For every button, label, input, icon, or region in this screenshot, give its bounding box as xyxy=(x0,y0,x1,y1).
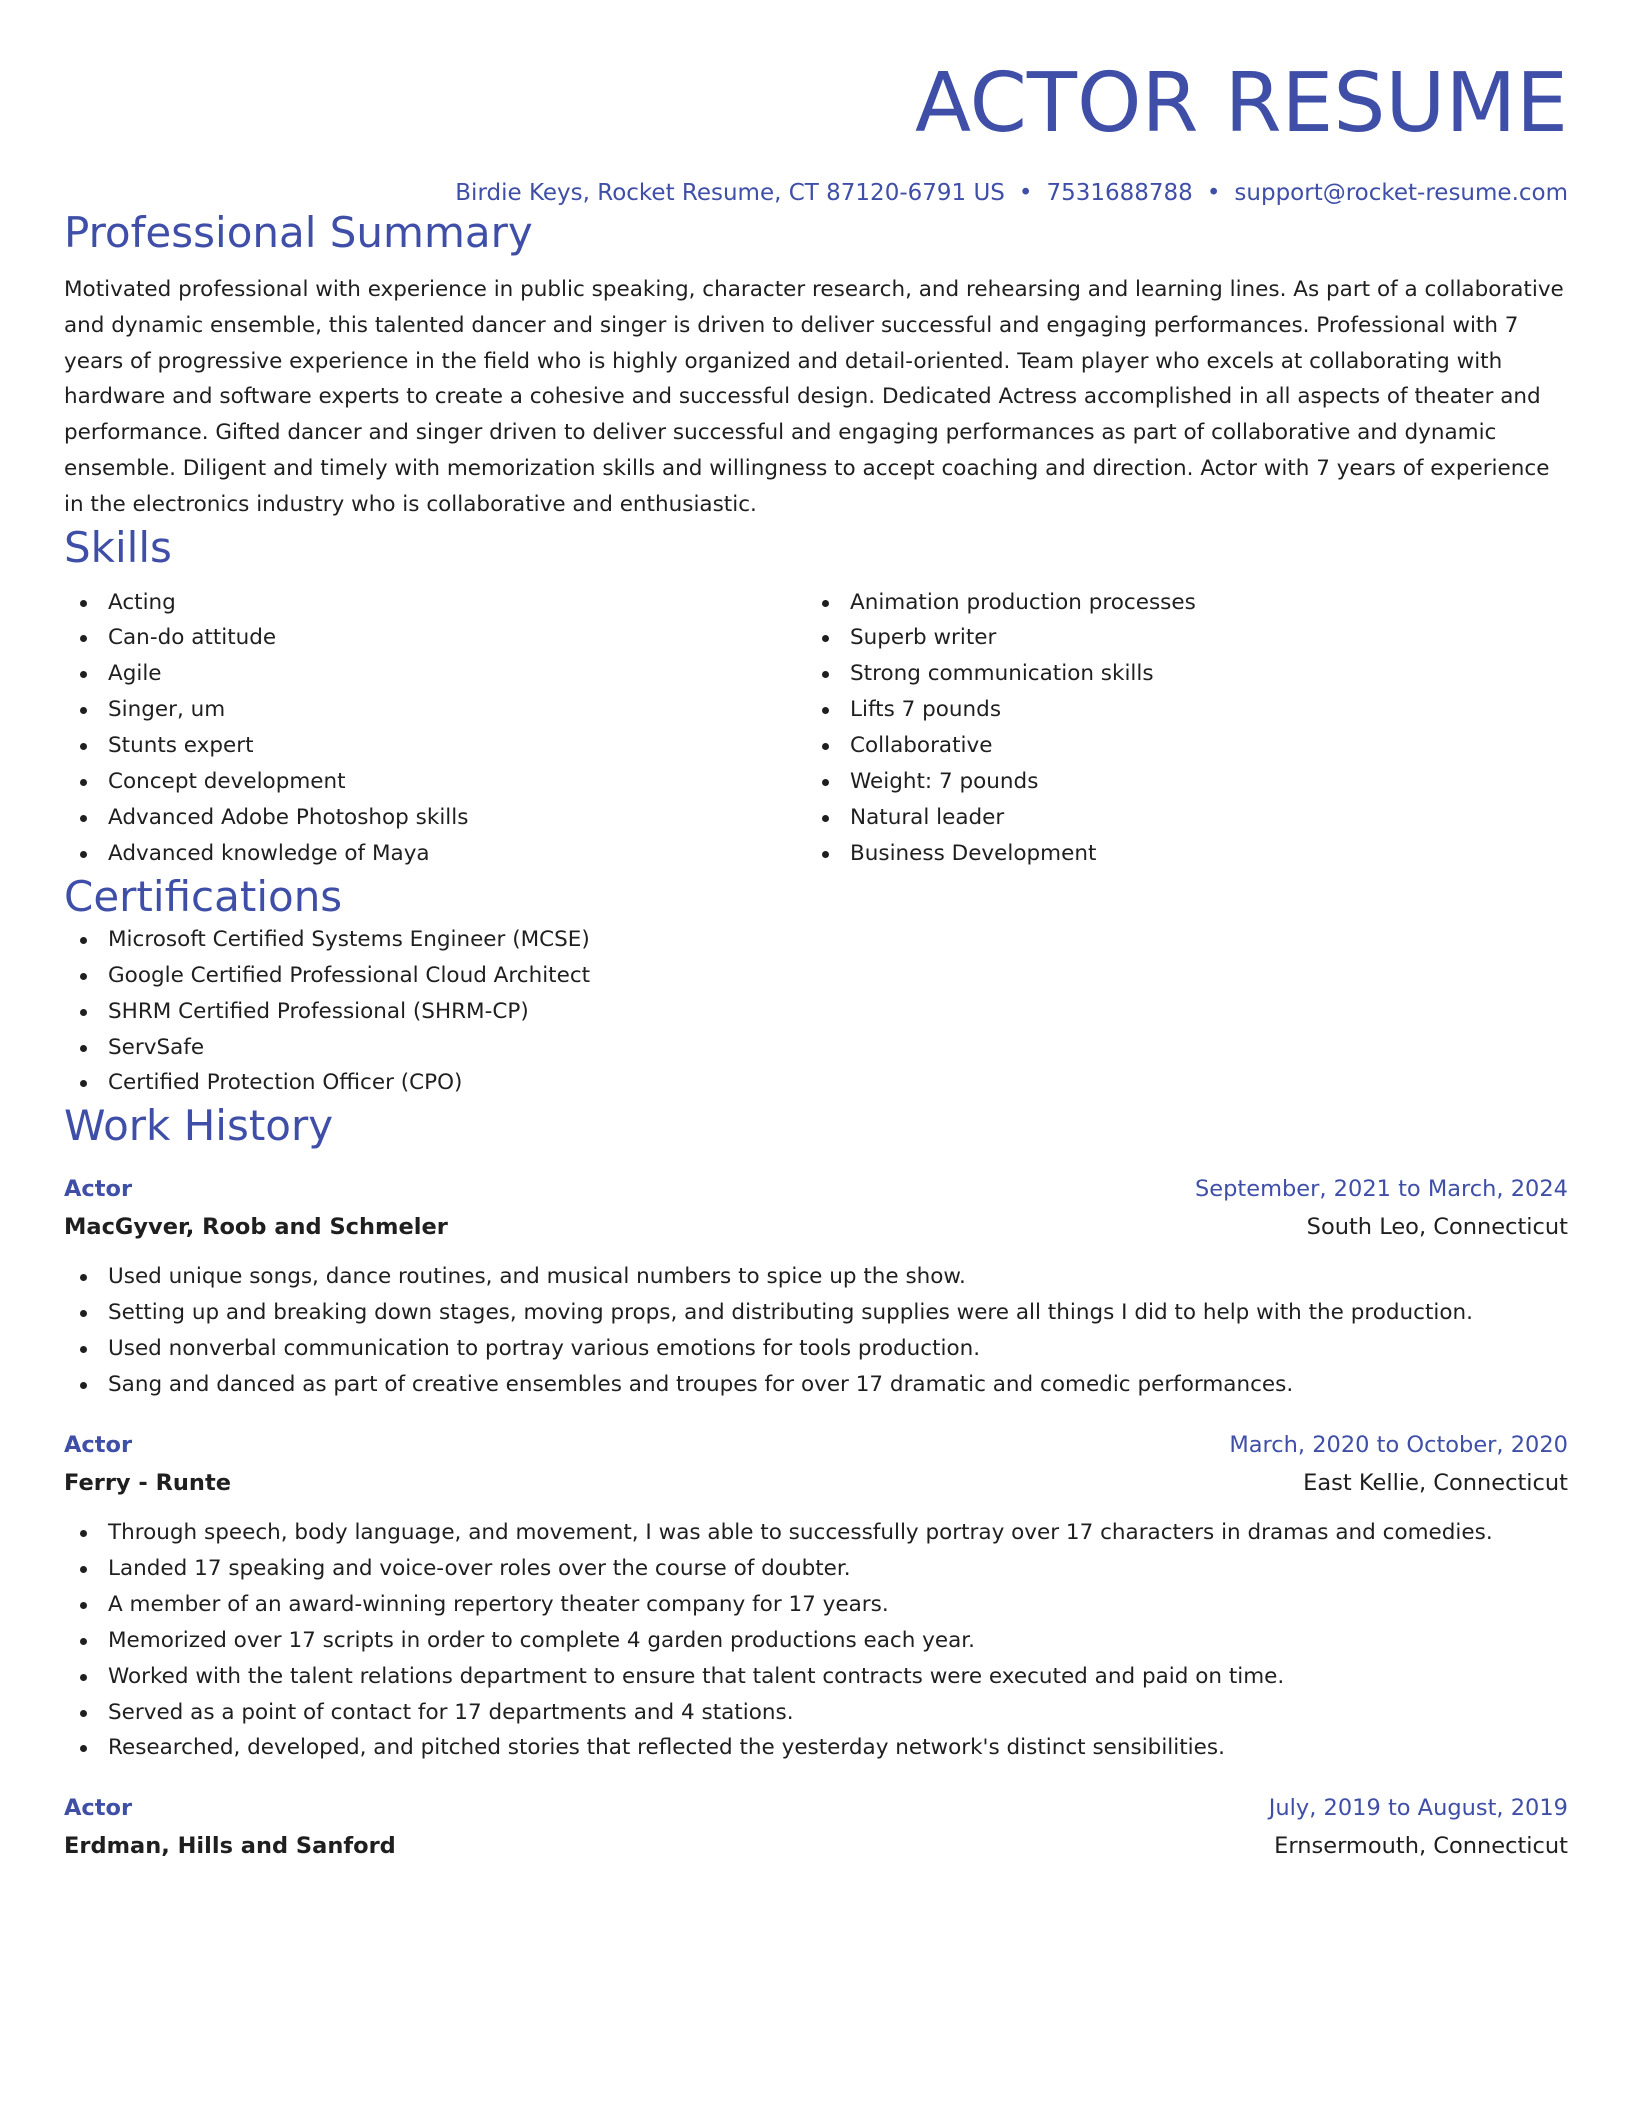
skill-item: Singer, um xyxy=(64,692,806,728)
skill-item: Advanced Adobe Photoshop skills xyxy=(64,800,806,836)
job-bullet: Memorized over 17 scripts in order to complete 4 garden productions each year. xyxy=(64,1623,1568,1659)
job-location: Ernsermouth, Connecticut xyxy=(1274,1833,1568,1860)
skill-item: Animation production processes xyxy=(806,585,1548,621)
skill-item: Acting xyxy=(64,585,806,621)
certification-item: ServSafe xyxy=(64,1030,1568,1066)
job-company-row xyxy=(64,1463,1568,1503)
skill-item: Stunts expert xyxy=(64,728,806,764)
job-bullet: Researched, developed, and pitched stories that reflected the yesterday network's distinct sensibilities. xyxy=(64,1730,1568,1766)
job-dates: March, 2020 to October, 2020 xyxy=(1229,1431,1568,1458)
work-history-heading: Work History xyxy=(64,1101,334,1151)
skill-item: Weight: 7 pounds xyxy=(806,764,1548,800)
job-bullet: Served as a point of contact for 17 departments and 4 stations. xyxy=(64,1695,1568,1731)
job-bullet: Landed 17 speaking and voice-over roles over the course of doubter. xyxy=(64,1551,1568,1587)
job-entry xyxy=(64,1790,1568,1866)
contact-phone[interactable]: 7531688788 xyxy=(1046,180,1193,206)
job-bullet: A member of an award-winning repertory theater company for 17 years. xyxy=(64,1587,1568,1623)
skill-item: Lifts 7 pounds xyxy=(806,692,1548,728)
job-bullet: Setting up and breaking down stages, moving props, and distributing supplies were all things I did to help with the production. xyxy=(64,1295,1568,1331)
skills-heading: Skills xyxy=(64,522,172,572)
skills-list-right xyxy=(806,585,1548,872)
job-title: Actor xyxy=(64,1176,133,1203)
skill-item: Business Development xyxy=(806,836,1548,872)
resume-page xyxy=(64,0,1568,1866)
job-entry xyxy=(64,1427,1568,1766)
skills-columns xyxy=(64,585,1568,872)
contact-email[interactable]: support@rocket-resume.com xyxy=(1234,180,1568,206)
job-company: Erdman, Hills and Sanford xyxy=(64,1833,396,1860)
skill-item: Superb writer xyxy=(806,620,1548,656)
job-dates: July, 2019 to August, 2019 xyxy=(1268,1795,1568,1822)
certification-item: Certified Protection Officer (CPO) xyxy=(64,1065,1568,1101)
certifications-list xyxy=(64,922,1568,1102)
contact-separator: • xyxy=(1206,180,1221,206)
job-entry xyxy=(64,1171,1568,1403)
summary-text: Motivated professional with experience in public speaking, character research, and rehearsing and learning lines. As part of a collaborative and dynamic ensemble, this talented dancer and singer is driven to deliver successful and engaging performances. Professional with 7 years of progressive experience in the field who is highly organized and detail-oriented. Team player who excels at collaborating with hardware and software experts to create a cohesive and successful design. Dedicated Actress accomplished in all aspects of theater and performance. Gifted dancer and singer driven to deliver successful and engaging performances as part of collaborative and dynamic ensemble. Diligent and timely with memorization skills and willingness to accept coaching and direction. Actor with 7 years of experience in the electronics industry who is collaborative and enthusiastic. xyxy=(64,277,1564,517)
job-dates: September, 2021 to March, 2024 xyxy=(1195,1176,1568,1203)
skill-item: Strong communication skills xyxy=(806,656,1548,692)
job-bullet: Through speech, body language, and movement, I was able to successfully portray over 17 characters in dramas and comedies. xyxy=(64,1515,1568,1551)
job-bullet: Worked with the talent relations department to ensure that talent contracts were executed and paid on time. xyxy=(64,1659,1568,1695)
job-bullet: Used nonverbal communication to portray various emotions for tools production. xyxy=(64,1331,1568,1367)
skill-item: Agile xyxy=(64,656,806,692)
skills-list-left xyxy=(64,585,806,872)
contact-address: Birdie Keys, Rocket Resume, CT 87120-6791 US xyxy=(455,180,1005,206)
job-location: South Leo, Connecticut xyxy=(1306,1214,1568,1241)
job-header-row xyxy=(64,1171,1568,1207)
contact-line xyxy=(64,178,1568,208)
skill-item: Can-do attitude xyxy=(64,620,806,656)
job-bullet: Used unique songs, dance routines, and musical numbers to spice up the show. xyxy=(64,1259,1568,1295)
skill-item: Concept development xyxy=(64,764,806,800)
job-location: East Kellie, Connecticut xyxy=(1303,1469,1568,1496)
job-title: Actor xyxy=(64,1431,133,1458)
job-header-row xyxy=(64,1790,1568,1826)
certification-item: SHRM Certified Professional (SHRM-CP) xyxy=(64,994,1568,1030)
job-bullets xyxy=(64,1515,1568,1766)
job-company: Ferry - Runte xyxy=(64,1469,231,1496)
skill-item: Advanced knowledge of Maya xyxy=(64,836,806,872)
certification-item: Microsoft Certified Systems Engineer (MCSE) xyxy=(64,922,1568,958)
contact-separator: • xyxy=(1018,180,1033,206)
job-bullets xyxy=(64,1259,1568,1403)
job-company: MacGyver, Roob and Schmeler xyxy=(64,1214,448,1241)
job-bullet: Sang and danced as part of creative ensembles and troupes for over 17 dramatic and comedic performances. xyxy=(64,1367,1568,1403)
job-title: Actor xyxy=(64,1795,133,1822)
skill-item: Collaborative xyxy=(806,728,1548,764)
skill-item: Natural leader xyxy=(806,800,1548,836)
summary-heading: Professional Summary xyxy=(64,208,533,257)
resume-title: ACTOR RESUME xyxy=(915,56,1568,151)
job-company-row xyxy=(64,1207,1568,1247)
certification-item: Google Certified Professional Cloud Architect xyxy=(64,958,1568,994)
job-header-row xyxy=(64,1427,1568,1463)
certifications-heading: Certifications xyxy=(64,871,343,921)
job-company-row xyxy=(64,1826,1568,1866)
